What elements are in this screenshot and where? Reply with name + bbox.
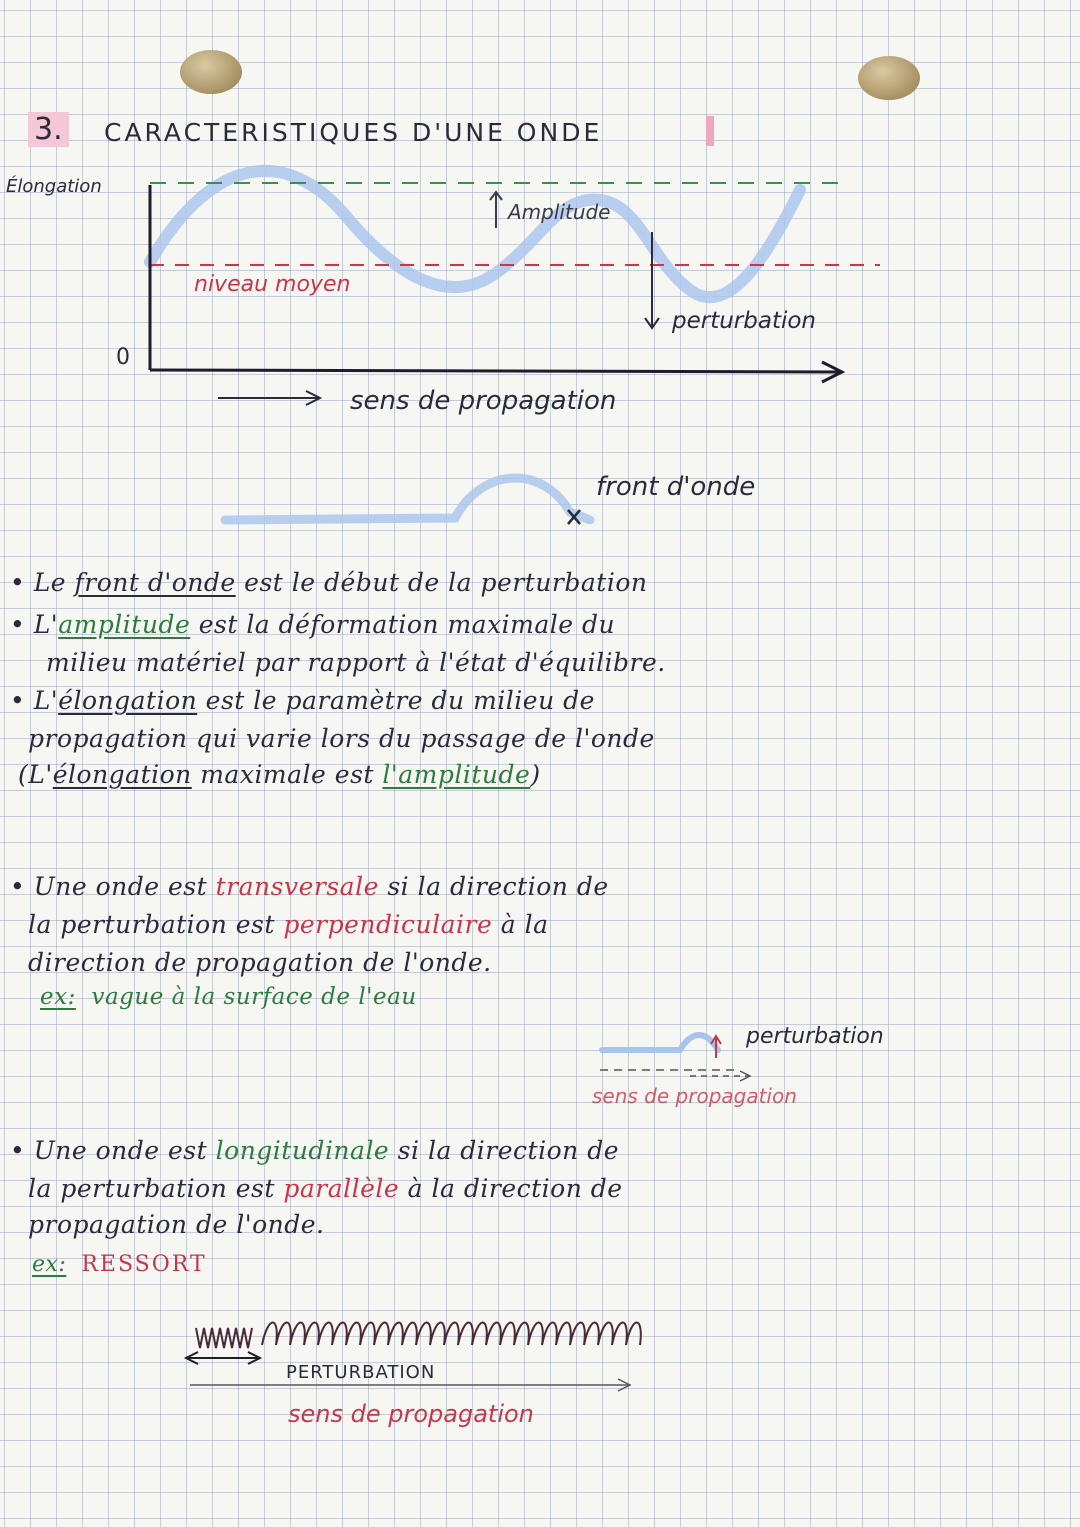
wavefront-pulse [225,478,590,520]
longitudinal-line-1: • Une onde est longitudinale si la direction de [10,1136,619,1165]
transverse-line-2: la perturbation est perpendiculaire à la [28,910,549,939]
elongation-note: (L'élongation maximale est l'amplitude) [18,760,541,789]
longitudinal-term: longitudinale [215,1136,390,1165]
transverse-fig-direction: sens de propagation [592,1084,797,1108]
transverse-line-1: • Une onde est transversale si la direction de [10,872,609,901]
section-title: CARACTERISTIQUES D'UNE ONDE [104,118,603,147]
spring-perturbation-label: PERTURBATION [286,1362,436,1383]
longitudinal-line-3: propagation de l'onde. [28,1210,325,1239]
wavefront-label: front d'onde [596,472,756,502]
spring-direction-label: sens de propagation [288,1400,534,1428]
longitudinal-line-2: la perturbation est parallèle à la direction de [28,1174,623,1203]
elongation-definition: • L'élongation est le paramètre du milieu de [10,686,595,715]
transverse-line-3: direction de propagation de l'onde. [28,948,492,977]
transverse-fig-perturbation: perturbation [746,1024,884,1049]
amplitude-label: Amplitude [508,200,611,224]
parallel-term: parallèle [283,1174,400,1203]
front-term: front d'onde [74,568,236,597]
spring-compressed [196,1328,252,1348]
transverse-term: transversale [215,872,379,901]
amplitude-term: amplitude [58,610,191,639]
transverse-pulse [602,1035,718,1050]
section-number: 3. [28,112,69,147]
origin-label: 0 [116,345,130,370]
amplitude-definition: • L'amplitude est la déformation maximale du [10,610,616,639]
elongation-term: élongation [58,686,198,715]
transverse-example: ex: vague à la surface de l'eau [40,984,417,1010]
mean-level-label: niveau moyen [194,272,351,297]
perturbation-label: perturbation [672,308,817,334]
longitudinal-example: ex: RESSORT [32,1252,207,1277]
propagation-label: sens de propagation [350,386,617,416]
perpendicular-term: perpendiculaire [283,910,493,939]
spring-loose [262,1323,641,1346]
notebook-page: 3. CARACTERISTIQUES D'UNE ONDE Élongation 0 Amplitude niveau moyen perturbation sens de propagation front d'onde • Le front d'onde est le début de la perturbation • L'amplitude est la déformation maximale du milieu matériel par rapport à l'état d'équilibre. • L'élongation est le paramètre du milieu de propagation qui varie lors du passage de l'onde (L'élongation maximale est l'amplitude) • Une onde est transversale si la direction de la perturbation est perpendiculaire à la direction de propagation de l'onde. ex: vague à la surface de l'eau perturbation sens de propagation • Une onde est longitudinale si la direction de la perturbation est parallèle à la direction de propagation de l'onde. ex: RESSORT PERTURBATION sens de propagation [0,0,1080,1527]
front-definition: • Le front d'onde est le début de la perturbation [10,568,648,597]
y-axis-label: Élongation [6,176,102,197]
x-axis [150,370,840,372]
